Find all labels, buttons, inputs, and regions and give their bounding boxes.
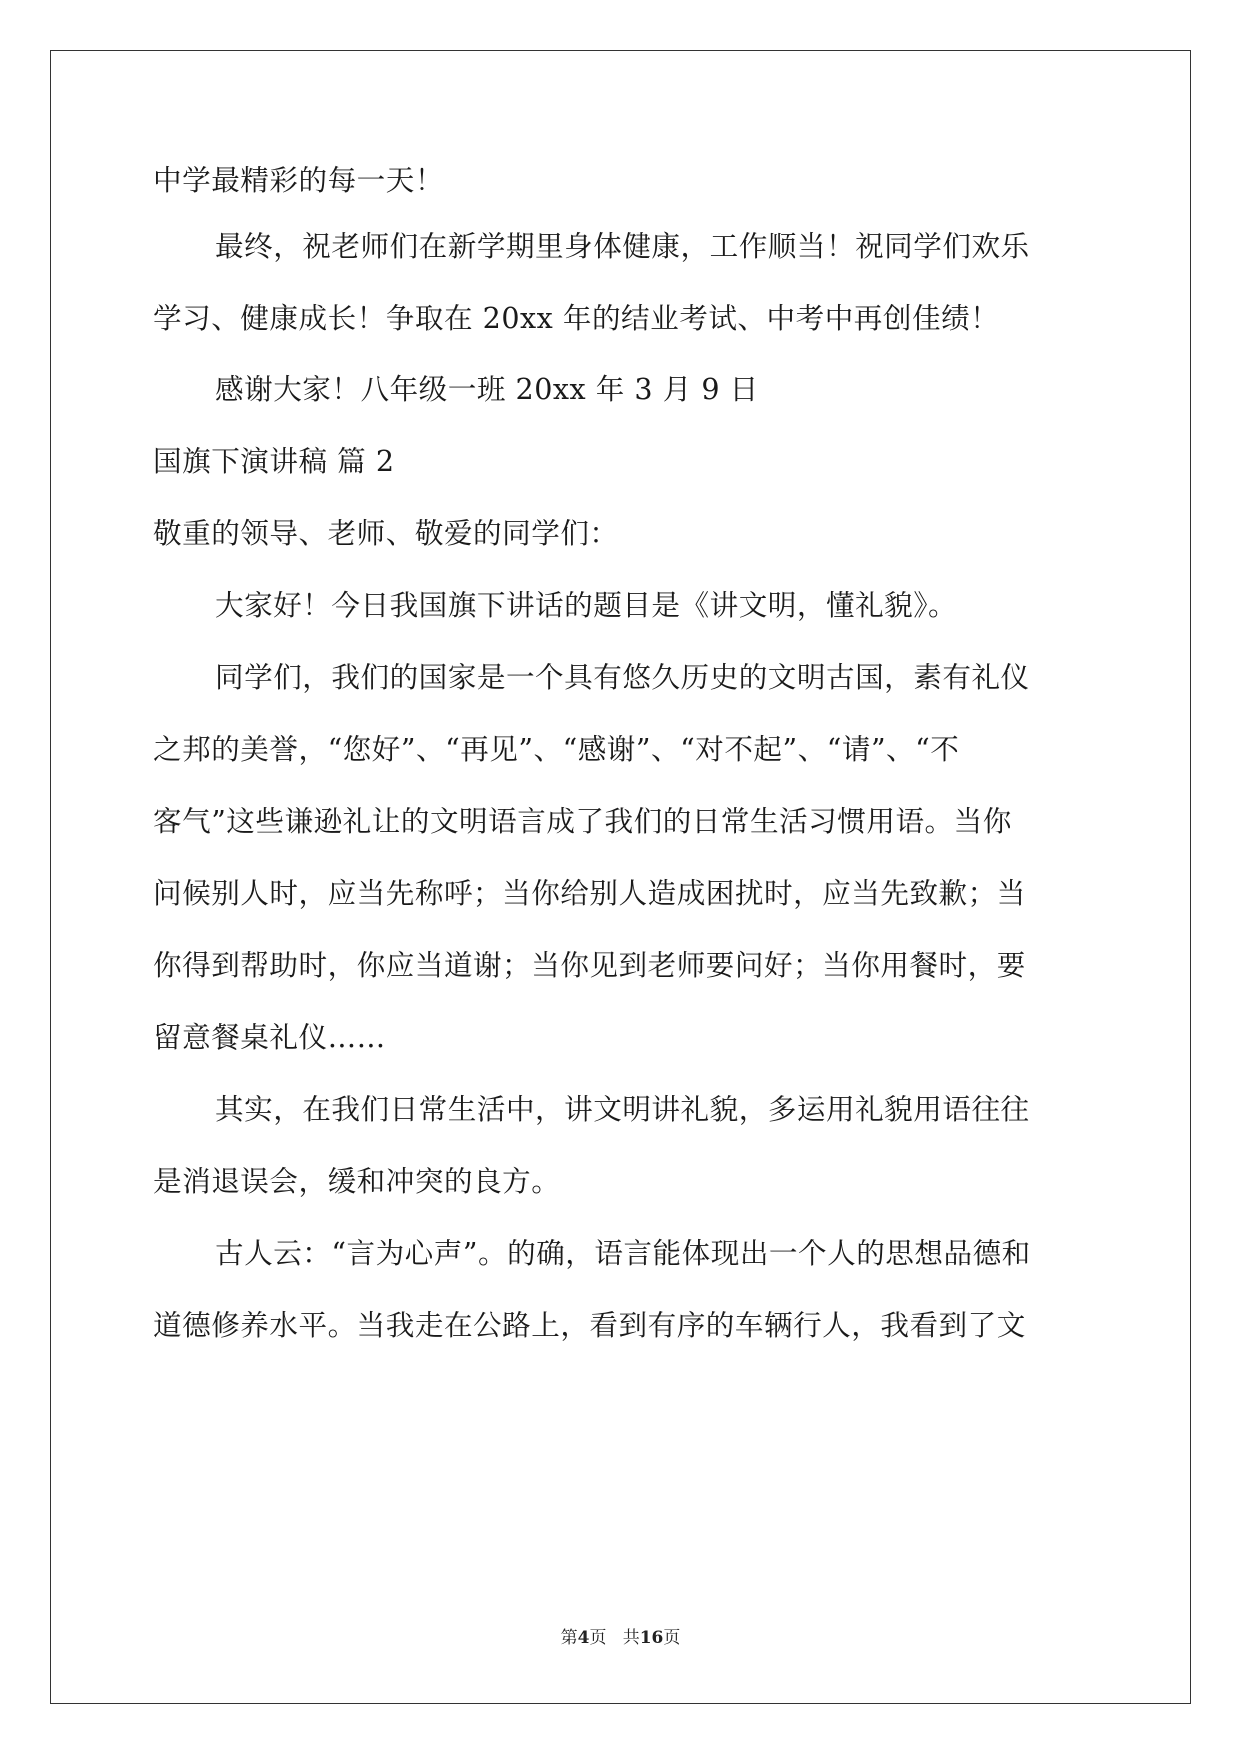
page-footer xyxy=(0,1626,1241,1650)
footer-total-prefix: 共 xyxy=(622,1628,640,1648)
text-line: 是消退误会，缓和冲突的良方。 xyxy=(153,1164,561,1198)
footer-page-suffix: 页 xyxy=(589,1628,607,1648)
text-line: 其实，在我们日常生活中，讲文明讲礼貌，多运用礼貌用语往往 xyxy=(215,1092,1030,1126)
footer-prefix: 第 xyxy=(560,1628,578,1648)
text-line: 客气”这些谦逊礼让的文明语言成了我们的日常生活习惯用语。当你 xyxy=(153,804,1012,838)
text-line: 感谢大家！八年级一班 20xx 年 3 月 9 日 xyxy=(215,372,759,406)
text-line: 留意餐桌礼仪…… xyxy=(153,1020,386,1054)
text-line: 古人云：“言为心声”。的确，语言能体现出一个人的思想品德和 xyxy=(215,1236,1031,1270)
section-heading: 国旗下演讲稿 篇 2 xyxy=(153,444,395,478)
text-line: 问候别人时，应当先称呼；当你给别人造成困扰时，应当先致歉；当 xyxy=(153,876,1026,910)
text-line: 中学最精彩的每一天！ xyxy=(153,163,444,197)
text-line: 道德修养水平。当我走在公路上，看到有序的车辆行人，我看到了文 xyxy=(153,1308,1026,1342)
page-number: 4 xyxy=(577,1628,590,1648)
salutation: 敬重的领导、老师、敬爱的同学们： xyxy=(153,516,619,550)
text-line: 大家好！今日我国旗下讲话的题目是《讲文明，懂礼貌》。 xyxy=(215,588,958,622)
text-line: 之邦的美誉，“您好”、“再见”、“感谢”、“对不起”、“请”、“不 xyxy=(153,732,960,766)
total-pages: 16 xyxy=(639,1628,664,1648)
text-line: 学习、健康成长！争取在 20xx 年的结业考试、中考中再创佳绩！ xyxy=(153,301,1000,335)
text-line: 同学们，我们的国家是一个具有悠久历史的文明古国，素有礼仪 xyxy=(215,660,1030,694)
text-line: 你得到帮助时，你应当道谢；当你见到老师要问好；当你用餐时，要 xyxy=(153,948,1026,982)
text-line: 最终，祝老师们在新学期里身体健康，工作顺当！祝同学们欢乐 xyxy=(215,229,1030,263)
footer-total-suffix: 页 xyxy=(663,1628,681,1648)
